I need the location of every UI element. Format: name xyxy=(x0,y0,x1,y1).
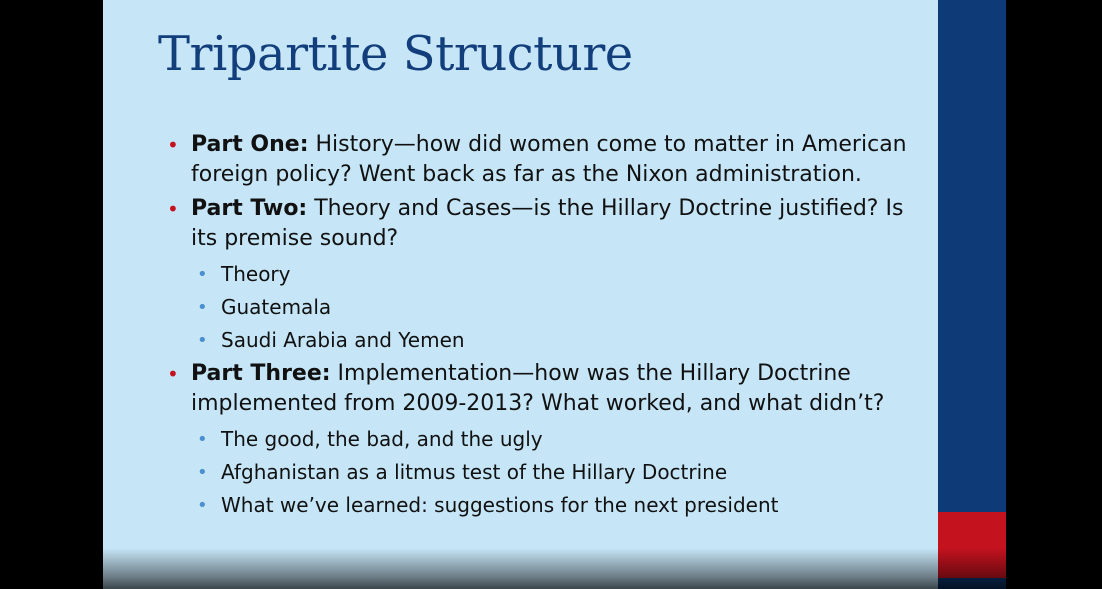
red-bullet-icon: • xyxy=(167,362,179,386)
sub-bullet-text: Afghanistan as a litmus test of the Hillary Doctrine xyxy=(221,460,728,484)
bullet-text: History—how did women come to matter in American foreign policy? Went back as far as the Nixon administration. xyxy=(191,132,907,187)
bullet-part-one xyxy=(165,130,925,190)
blue-bullet-icon: • xyxy=(197,495,208,516)
bullet-lead: Part One: xyxy=(191,132,309,157)
blue-bullet-icon: • xyxy=(197,297,208,318)
slide-title: Tripartite Structure xyxy=(158,26,633,82)
sub-bullet xyxy=(165,456,925,489)
red-bullet-icon: • xyxy=(167,133,179,157)
bullet-part-three xyxy=(165,359,925,419)
sub-bullet-text: What we’ve learned: suggestions for the next president xyxy=(221,493,779,517)
sub-bullet-text: The good, the bad, and the ugly xyxy=(221,427,543,451)
blue-bullet-icon: • xyxy=(197,462,208,483)
bullet-list xyxy=(165,130,925,522)
sidebar-blue-stripe xyxy=(938,0,1006,589)
sub-bullet xyxy=(165,291,925,324)
bullet-part-two xyxy=(165,194,925,254)
sub-bullet-text: Saudi Arabia and Yemen xyxy=(221,328,465,352)
bullet-text: Theory and Cases—is the Hillary Doctrine justified? Is its premise sound? xyxy=(191,196,904,251)
sub-bullet xyxy=(165,324,925,357)
bullet-lead: Part Three: xyxy=(191,361,331,386)
sidebar-red-block xyxy=(938,512,1006,578)
sub-bullet xyxy=(165,258,925,291)
sub-bullet xyxy=(165,489,925,522)
sub-bullet-text: Guatemala xyxy=(221,295,332,319)
sub-bullet-text: Theory xyxy=(221,262,291,286)
bullet-text: Implementation—how was the Hillary Doctrine implemented from 2009-2013? What worked, and what didn’t? xyxy=(191,361,885,416)
red-bullet-icon: • xyxy=(167,197,179,221)
blue-bullet-icon: • xyxy=(197,330,208,351)
blue-bullet-icon: • xyxy=(197,264,208,285)
presentation-slide xyxy=(103,0,938,589)
blue-bullet-icon: • xyxy=(197,429,208,450)
sub-bullet xyxy=(165,423,925,456)
bullet-lead: Part Two: xyxy=(191,196,308,221)
